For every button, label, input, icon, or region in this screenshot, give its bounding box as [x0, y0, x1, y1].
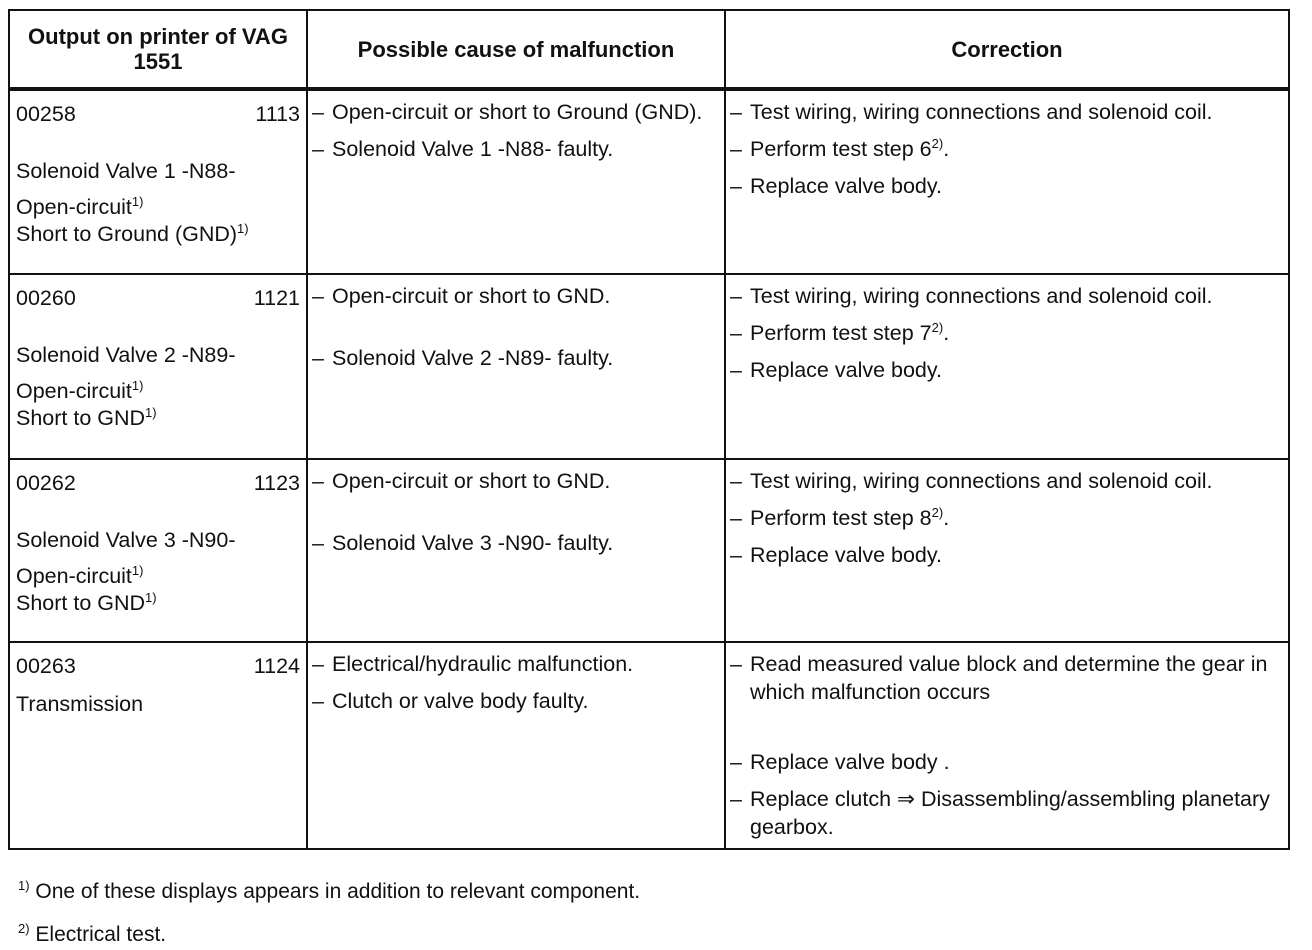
fault-mode: Open-circuit$^{1)}$ [16, 377, 144, 403]
fault-code: 00262 [16, 471, 76, 495]
footnote-ref-1: 1) [131, 193, 144, 209]
component-name: Solenoid Valve 3 -N90- [16, 528, 236, 552]
fault-code-secondary: 1121 [253, 286, 300, 310]
header-row [9, 10, 1289, 89]
footnote-ref-1: 1) [145, 404, 157, 420]
table-row [9, 89, 1289, 274]
footnote-ref-1: 1) [131, 562, 144, 578]
cause-cell [307, 89, 725, 274]
output-cell [9, 89, 307, 274]
table-row [9, 642, 1289, 849]
footnote-ref-2: 2) [931, 504, 944, 520]
output-cell [9, 274, 307, 459]
list-item: – Open-circuit or short to Ground (GND). [312, 100, 703, 124]
header-output: Output on printer of VAG 1551 [9, 10, 307, 89]
footnote-2: $^{2)}$ Electrical test. [18, 921, 167, 946]
fault-code: 00258 [16, 102, 76, 126]
cause-cell [307, 459, 725, 642]
fault-mode: Short to GND$^{1)}$ [16, 404, 157, 430]
list-item: – Electrical/hydraulic malfunction. [312, 652, 634, 676]
footnote-ref-1: 1) [145, 589, 157, 605]
list-item: – Solenoid Valve 3 -N90- faulty. [312, 531, 614, 555]
output-cell [9, 459, 307, 642]
correction-cell [725, 89, 1289, 274]
list-item: – Perform test step 7$^{2)}$. [730, 319, 950, 345]
list-item: – Open-circuit or short to GND. [312, 284, 611, 308]
list-item: – Open-circuit or short to GND. [312, 469, 611, 493]
list-item: – Solenoid Valve 1 -N88- faulty. [312, 137, 614, 161]
list-item: – Replace clutch ⇒ Disassembling/assembling planetary gearbox. [730, 787, 1270, 839]
list-item: – Read measured value block and determine the gear in which malfunction occurs [730, 652, 1268, 704]
fault-code: 00263 [16, 654, 76, 678]
fault-mode: Short to Ground (GND)$^{1)}$ [16, 220, 249, 246]
footnote-1: $^{1)}$ One of these displays appears in addition to relevant component. [18, 878, 641, 903]
fault-code-secondary: 1113 [255, 102, 300, 126]
footnote-ref-1: 1) [131, 377, 144, 393]
fault-code: 00260 [16, 286, 76, 310]
output-cell [9, 642, 307, 849]
table-row [9, 459, 1289, 642]
component-name: Solenoid Valve 1 -N88- [16, 159, 236, 183]
fault-code-secondary: 1124 [253, 654, 300, 678]
fault-mode: Open-circuit$^{1)}$ [16, 193, 144, 219]
list-item: – Perform test step 6$^{2)}$. [730, 135, 950, 161]
header-cause: Possible cause of malfunction [307, 10, 725, 89]
header-correction: Correction [725, 10, 1289, 89]
cause-cell [307, 642, 725, 849]
correction-cell [725, 642, 1289, 849]
component-name: Solenoid Valve 2 -N89- [16, 343, 236, 367]
fault-code-secondary: 1123 [253, 471, 300, 495]
list-item: – Replace valve body. [730, 358, 943, 382]
correction-cell [725, 274, 1289, 459]
list-item: – Test wiring, wiring connections and solenoid coil. [730, 469, 1213, 493]
fault-table [8, 9, 1290, 850]
footnote-ref-2: 2) [931, 135, 944, 151]
list-item: – Test wiring, wiring connections and solenoid coil. [730, 284, 1213, 308]
footnote-ref-1: 1) [237, 220, 249, 236]
list-item: – Replace valve body. [730, 174, 943, 198]
correction-cell [725, 459, 1289, 642]
list-item: – Replace valve body. [730, 543, 943, 567]
list-item: – Perform test step 8$^{2)}$. [730, 504, 950, 530]
component-name: Transmission [16, 692, 144, 716]
fault-mode: Short to GND$^{1)}$ [16, 589, 157, 615]
footnotes [18, 878, 640, 948]
table-row [9, 274, 1289, 459]
fault-mode: Open-circuit$^{1)}$ [16, 562, 144, 588]
footnote-ref-2: 2) [931, 319, 944, 335]
cause-cell [307, 274, 725, 459]
list-item: – Test wiring, wiring connections and solenoid coil. [730, 100, 1213, 124]
list-item: – Solenoid Valve 2 -N89- faulty. [312, 346, 614, 370]
list-item: – Replace valve body . [730, 750, 950, 774]
list-item: – Clutch or valve body faulty. [312, 689, 589, 713]
